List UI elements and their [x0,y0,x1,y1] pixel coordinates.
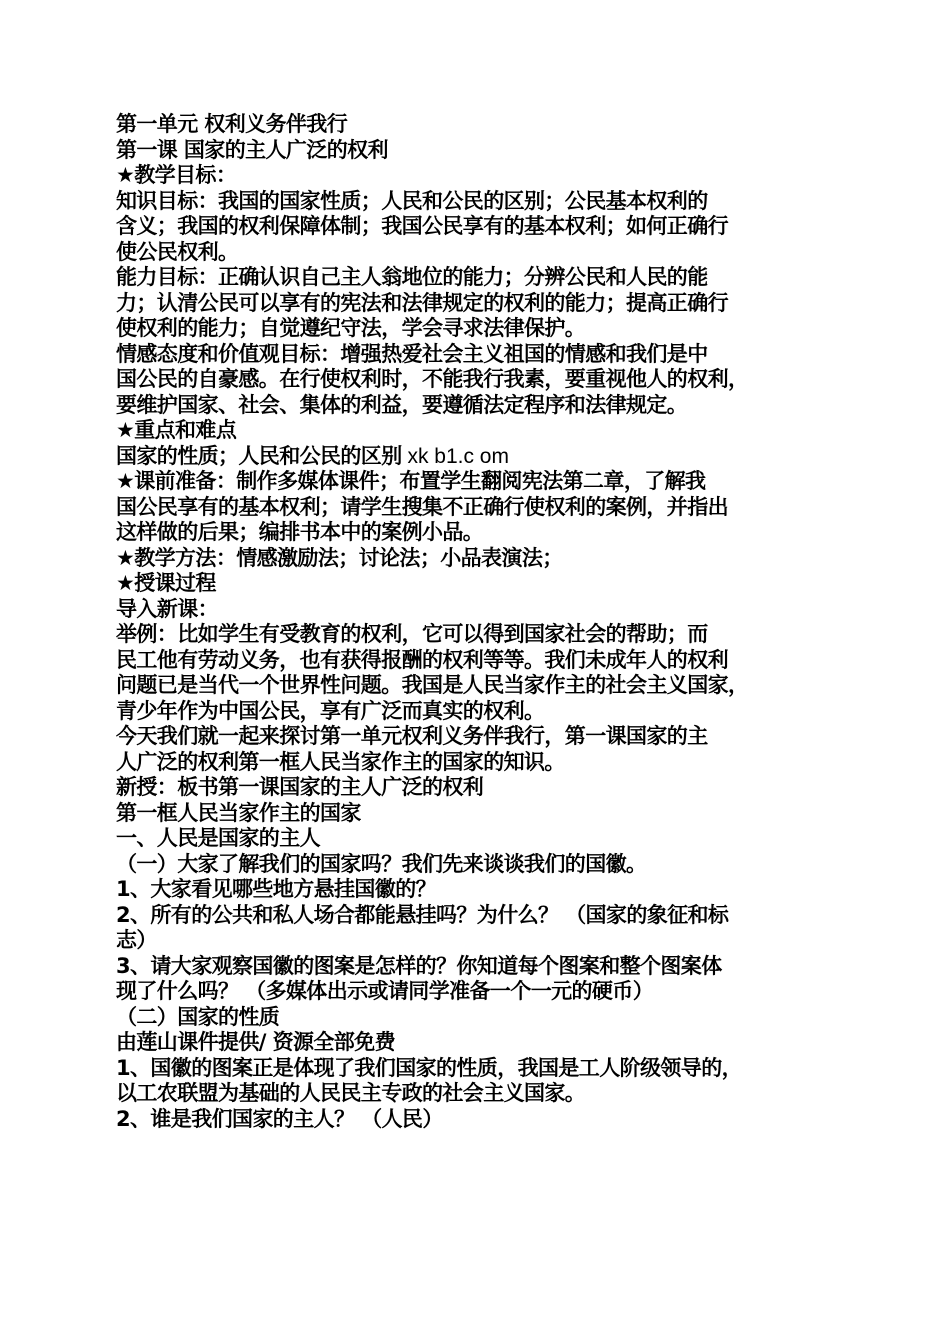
list-item: 2、谁是我们国家的主人？ （人民） [116,1106,443,1131]
section-heading-goals: ★教学目标： [116,163,237,187]
key-points-text: 国家的性质；人民和公民的区别 [116,443,402,468]
paragraph-line: 含义；我国的权利保障体制；我国公民享有的基本权利；如何正确行 [116,214,728,238]
paragraph-line: 问题已是当代一个世界性问题。我国是人民当家作主的社会主义国家， [116,673,749,697]
paragraph-line: 能力目标：正确认识自己主人翁地位的能力；分辨公民和人民的能 [116,265,708,289]
unit-title: 第一单元 权利义务伴我行 [116,112,348,136]
paragraph-line: 人广泛的权利第一框人民当家作主的国家的知识。 [116,749,565,774]
paragraph-line: 国公民的自豪感。在行使权利时，不能我行我素，要重视他人的权利， [116,367,749,391]
paragraph-line: 导入新课： [116,596,218,621]
paragraph-line: （二）国家的性质 [116,1004,280,1029]
paragraph-line: （一）大家了解我们的国家吗？我们先来谈谈我们的国徽。 [116,851,647,876]
list-item: 1、大家看见哪些地方悬挂国徽的？ [116,877,437,901]
list-item: 2、所有的公共和私人场合都能悬挂吗？为什么？ （国家的象征和标 [116,902,729,927]
paragraph-line: 今天我们就一起来探讨第一单元权利义务伴我行，第一课国家的主 [116,724,708,748]
document-page [116,112,846,1132]
paragraph-line: 力；认清公民可以享有的宪法和法律规定的权利的能力；提高正确行 [116,290,728,315]
paragraph-line: 这样做的后果；编排书本中的案例小品。 [116,520,484,544]
paragraph-line: 知识目标：我国的国家性质；人民和公民的区别；公民基本权利的 [116,188,708,213]
paragraph-line: 使公民权利。 [116,239,239,264]
watermark-text: xk b1.c om [401,444,509,468]
paragraph-line: 新授：板书第一课国家的主人广泛的权利 [116,775,484,799]
paragraph-line: 由莲山课件提供/ 资源全部免费 [116,1030,395,1054]
list-item: 3、请大家观察国徽的图案是怎样的？你知道每个图案和整个图案体 [116,953,722,978]
paragraph-line: 要维护国家、社会、集体的利益，要遵循法定程序和法律规定。 [116,392,688,417]
paragraph-line: 现了什么吗？ （多媒体出示或请同学准备一个一元的硬币） [116,979,654,1003]
section-heading-key-points: ★重点和难点 [116,418,237,442]
list-item: 1、国徽的图案正是体现了我们国家的性质，我国是工人阶级领导的， [116,1055,743,1080]
paragraph-line: 第一框人民当家作主的国家 [116,800,361,825]
paragraph-line: 民工他有劳动义务，也有获得报酬的权利等等。我们未成年人的权利 [116,647,728,672]
lesson-title: 第一课 国家的主人广泛的权利 [116,137,388,162]
paragraph-line: 情感态度和价值观目标：增强热爱社会主义祖国的情感和我们是中 [116,341,708,366]
section-heading-process: ★授课过程 [116,571,216,595]
paragraph-line: 以工农联盟为基础的人民民主专政的社会主义国家。 [116,1081,586,1105]
paragraph-line: ★课前准备：制作多媒体课件；布置学生翻阅宪法第二章，了解我 [116,469,706,493]
paragraph-line: 使权利的能力；自觉遵纪守法，学会寻求法律保护。 [116,316,586,340]
paragraph-line [116,444,846,470]
paragraph-line: 一、人民是国家的主人 [116,826,320,850]
section-heading-methods: ★教学方法：情感激励法；讨论法；小品表演法； [116,545,563,570]
paragraph-line: 国公民享有的基本权利；请学生搜集不正确行使权利的案例，并指出 [116,494,728,519]
paragraph-line: 青少年作为中国公民，享有广泛而真实的权利。 [116,698,545,723]
paragraph-line: 举例：比如学生有受教育的权利，它可以得到国家社会的帮助；而 [116,622,708,646]
paragraph-line: 志） [116,928,157,952]
